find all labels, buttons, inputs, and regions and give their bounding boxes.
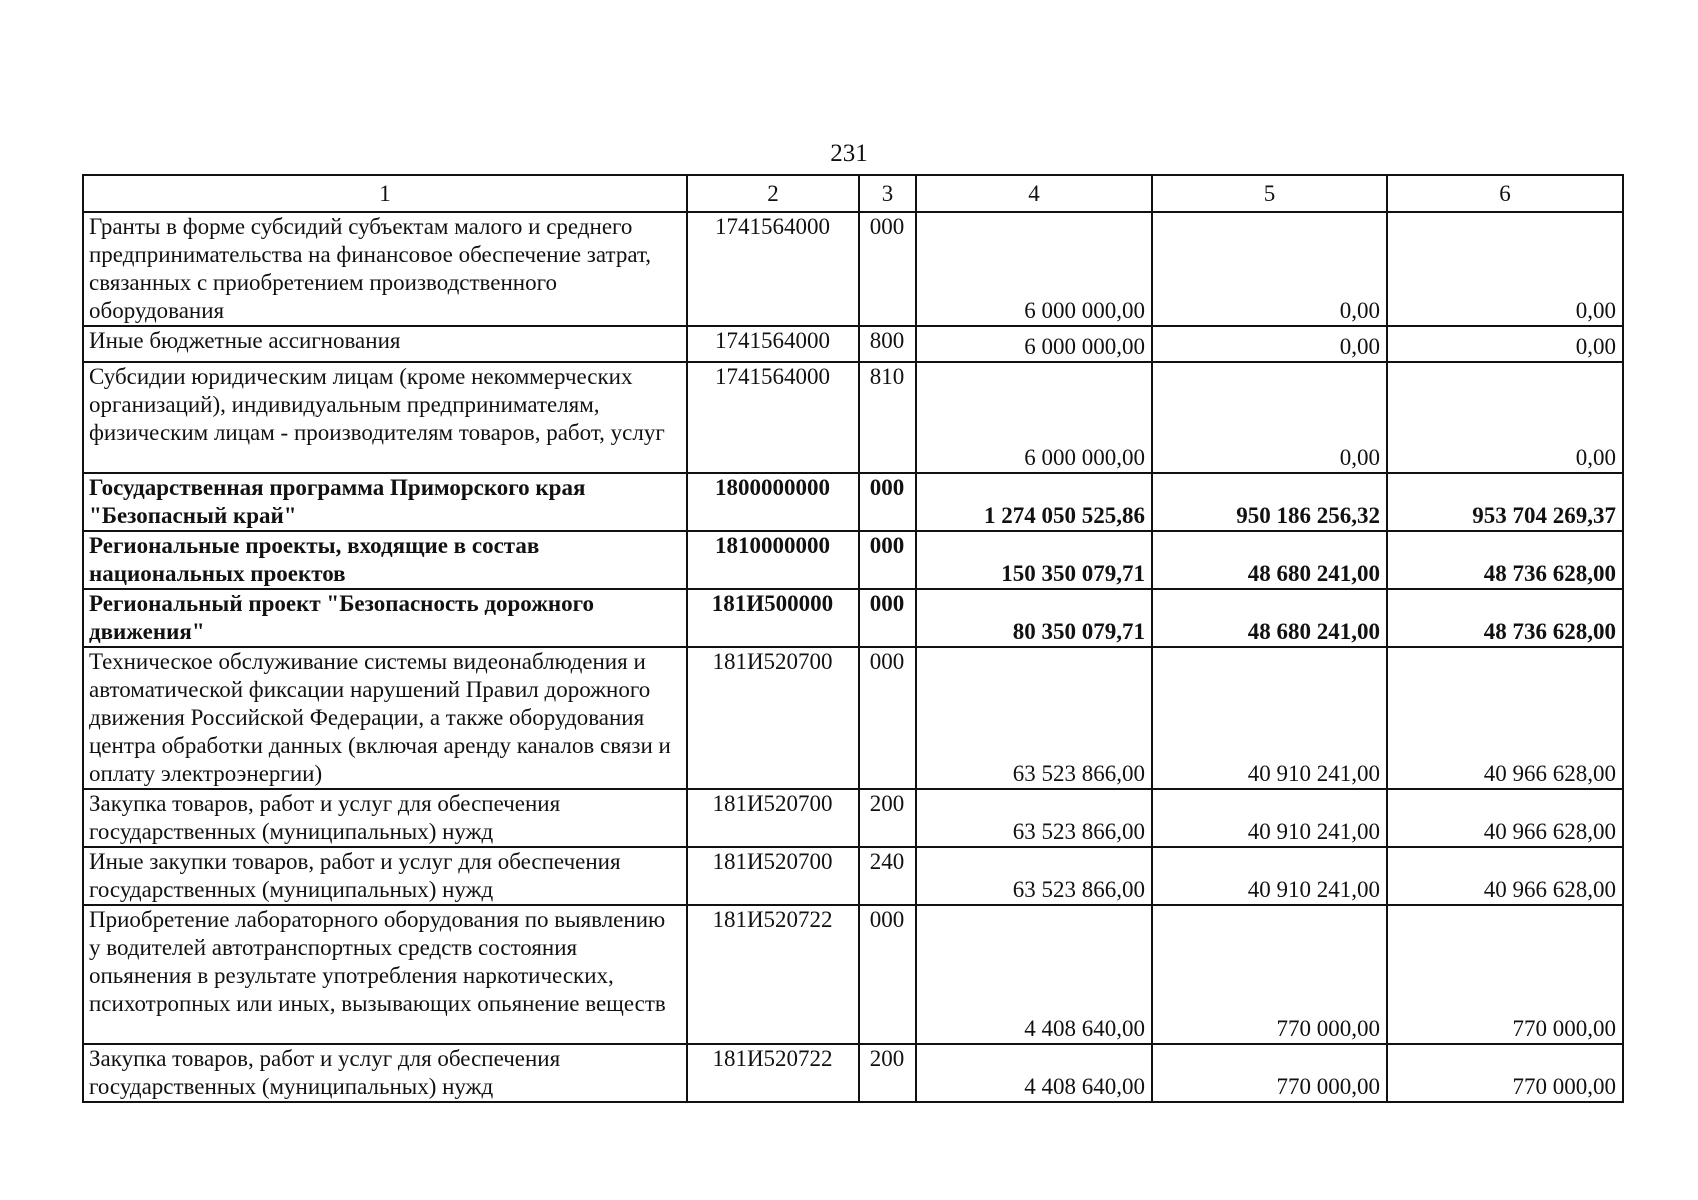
row-value-4-cell: 63 523 866,00: [916, 647, 1152, 789]
row-name-cell: Закупка товаров, работ и услуг для обеспечения государственных (муниципальных) нужд: [83, 1044, 687, 1102]
row-value-5-cell: 48 680 241,00: [1152, 589, 1387, 647]
row-value-6-cell: 40 966 628,00: [1387, 789, 1623, 847]
row-vr-cell: 000: [859, 212, 916, 326]
table-row: [83, 905, 1623, 1044]
row-value-5-cell: 40 910 241,00: [1152, 847, 1387, 905]
row-csr-cell: 181И520700: [687, 789, 859, 847]
row-vr-cell: 800: [859, 326, 916, 362]
row-value-4-cell: 6 000 000,00: [916, 362, 1152, 473]
row-value-5-cell: 48 680 241,00: [1152, 531, 1387, 589]
row-vr-cell: 240: [859, 847, 916, 905]
row-vr-cell: 000: [859, 905, 916, 1044]
row-csr-cell: 1741564000: [687, 326, 859, 362]
row-vr-cell: 000: [859, 589, 916, 647]
header-cell-4: 4: [916, 175, 1152, 212]
row-value-6-cell: 40 966 628,00: [1387, 647, 1623, 789]
row-csr-cell: 1741564000: [687, 212, 859, 326]
table-row: [83, 647, 1623, 789]
row-value-4-cell: 80 350 079,71: [916, 589, 1152, 647]
row-value-4-cell: 6 000 000,00: [916, 326, 1152, 362]
row-vr-cell: 000: [859, 473, 916, 531]
row-name-cell: Субсидии юридическим лицам (кроме некоммерческих организаций), индивидуальным предпринимателям, физическим лицам - производителям товаров, работ, услуг: [83, 362, 687, 473]
row-vr-cell: 000: [859, 647, 916, 789]
row-name-cell: Иные закупки товаров, работ и услуг для обеспечения государственных (муниципальных) нужд: [83, 847, 687, 905]
row-value-5-cell: 770 000,00: [1152, 1044, 1387, 1102]
row-value-5-cell: 40 910 241,00: [1152, 647, 1387, 789]
row-value-4-cell: 150 350 079,71: [916, 531, 1152, 589]
row-csr-cell: 1810000000: [687, 531, 859, 589]
row-value-6-cell: 770 000,00: [1387, 1044, 1623, 1102]
row-csr-cell: 181И520700: [687, 647, 859, 789]
row-csr-cell: 1741564000: [687, 362, 859, 473]
row-value-5-cell: 950 186 256,32: [1152, 473, 1387, 531]
budget-table: [82, 174, 1624, 1103]
row-value-5-cell: 0,00: [1152, 362, 1387, 473]
row-name-cell: Техническое обслуживание системы видеонаблюдения и автоматической фиксации нарушений Правил дорожного движения Российской Федерации, а также оборудования центра обработки данных (включая аренду каналов связи и оплату электроэнергии): [83, 647, 687, 789]
row-value-6-cell: 770 000,00: [1387, 905, 1623, 1044]
row-value-4-cell: 4 408 640,00: [916, 905, 1152, 1044]
row-value-6-cell: 0,00: [1387, 362, 1623, 473]
row-value-4-cell: 4 408 640,00: [916, 1044, 1152, 1102]
row-name-cell: Региональный проект "Безопасность дорожного движения": [83, 589, 687, 647]
page-number: 231: [830, 140, 868, 167]
header-cell-5: 5: [1152, 175, 1387, 212]
row-csr-cell: 181И520722: [687, 1044, 859, 1102]
row-csr-cell: 181И520700: [687, 847, 859, 905]
row-value-5-cell: 770 000,00: [1152, 905, 1387, 1044]
table-row: [83, 1044, 1623, 1102]
row-value-6-cell: 48 736 628,00: [1387, 589, 1623, 647]
header-cell-3: 3: [859, 175, 916, 212]
table-row: [83, 326, 1623, 362]
row-vr-cell: 810: [859, 362, 916, 473]
row-name-cell: Гранты в форме субсидий субъектам малого и среднего предпринимательства на финансовое обеспечение затрат, связанных с приобретением производственного оборудования: [83, 212, 687, 326]
row-name-cell: Приобретение лабораторного оборудования по выявлению у водителей автотранспортных средств состояния опьянения в результате употребления наркотических, психотропных или иных, вызывающих опьянение веществ: [83, 905, 687, 1044]
table-row: [83, 789, 1623, 847]
row-csr-cell: 181И500000: [687, 589, 859, 647]
row-vr-cell: 200: [859, 789, 916, 847]
row-value-6-cell: 0,00: [1387, 212, 1623, 326]
row-value-4-cell: 6 000 000,00: [916, 212, 1152, 326]
budget-table-body: [83, 175, 1623, 1102]
row-value-4-cell: 1 274 050 525,86: [916, 473, 1152, 531]
row-value-6-cell: 0,00: [1387, 326, 1623, 362]
row-value-6-cell: 48 736 628,00: [1387, 531, 1623, 589]
row-value-5-cell: 0,00: [1152, 326, 1387, 362]
row-value-5-cell: 0,00: [1152, 212, 1387, 326]
table-row: [83, 362, 1623, 473]
header-cell-6: 6: [1387, 175, 1623, 212]
header-row: [83, 175, 1623, 212]
row-value-5-cell: 40 910 241,00: [1152, 789, 1387, 847]
header-cell-1: 1: [83, 175, 687, 212]
row-csr-cell: 181И520722: [687, 905, 859, 1044]
row-value-6-cell: 40 966 628,00: [1387, 847, 1623, 905]
row-vr-cell: 200: [859, 1044, 916, 1102]
row-vr-cell: 000: [859, 531, 916, 589]
row-name-cell: Государственная программа Приморского края "Безопасный край": [83, 473, 687, 531]
row-value-4-cell: 63 523 866,00: [916, 847, 1152, 905]
row-value-4-cell: 63 523 866,00: [916, 789, 1152, 847]
row-name-cell: Иные бюджетные ассигнования: [83, 326, 687, 362]
row-csr-cell: 1800000000: [687, 473, 859, 531]
table-row: [83, 589, 1623, 647]
row-value-6-cell: 953 704 269,37: [1387, 473, 1623, 531]
row-name-cell: Закупка товаров, работ и услуг для обеспечения государственных (муниципальных) нужд: [83, 789, 687, 847]
row-name-cell: Региональные проекты, входящие в состав национальных проектов: [83, 531, 687, 589]
table-row: [83, 212, 1623, 326]
table-row: [83, 847, 1623, 905]
table-row: [83, 473, 1623, 531]
header-cell-2: 2: [687, 175, 859, 212]
table-row: [83, 531, 1623, 589]
